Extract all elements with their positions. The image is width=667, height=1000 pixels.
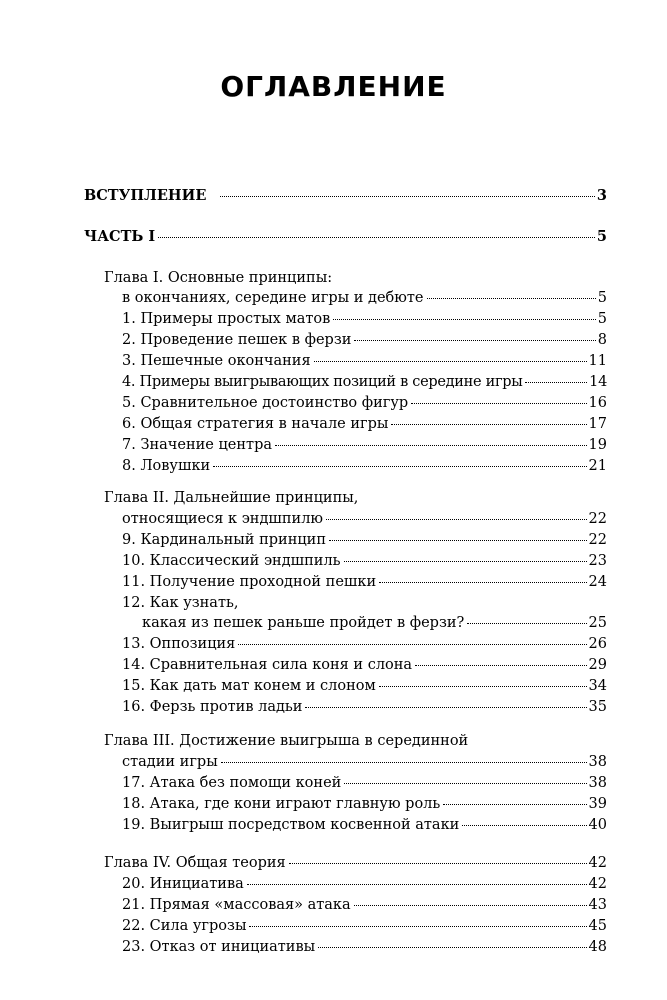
toc-entry-part1[interactable]	[84, 228, 607, 245]
toc-entry[interactable]	[122, 395, 607, 411]
toc-page: 48	[588, 939, 607, 955]
toc-label: 11. Получение проходной пешки	[122, 574, 377, 590]
toc-page: 22	[588, 532, 607, 548]
toc-page: 40	[588, 817, 607, 833]
toc-page: 5	[597, 290, 607, 306]
dot-leader	[525, 382, 587, 383]
toc-label: относящиеся к эндшпилю	[122, 511, 324, 527]
chapter-3-entry[interactable]	[122, 754, 607, 770]
dot-leader	[415, 665, 586, 666]
dot-leader	[443, 804, 586, 805]
dot-leader	[467, 623, 586, 624]
dot-leader	[354, 340, 595, 341]
toc-entry[interactable]	[122, 437, 607, 453]
toc-label: 15. Как дать мат конем и слоном	[122, 678, 376, 694]
dot-leader	[249, 926, 586, 927]
toc-page: 22	[588, 511, 607, 527]
toc-label: 8. Ловушки	[122, 458, 211, 474]
toc-page: 25	[588, 615, 607, 631]
toc-entry[interactable]	[122, 374, 607, 390]
dot-leader	[391, 424, 586, 425]
toc-page: 23	[588, 553, 607, 569]
toc-entry[interactable]	[122, 897, 607, 913]
dot-leader	[314, 361, 587, 362]
toc-entry[interactable]	[122, 657, 607, 673]
dot-leader	[344, 783, 586, 784]
toc-page: 38	[588, 775, 607, 791]
chapter-1-title: Глава I. Основные принципы:	[104, 270, 333, 286]
toc-entry[interactable]	[122, 817, 607, 833]
toc-page: 29	[588, 657, 607, 673]
toc-page: 8	[597, 332, 607, 348]
toc-label: 20. Инициатива	[122, 876, 244, 892]
toc-label: 4. Примеры выигрывающих позиций в середине игры	[122, 374, 523, 390]
dot-leader	[379, 686, 587, 687]
toc-page: 42	[588, 855, 607, 871]
toc-page: 38	[588, 754, 607, 770]
toc-page: 5	[597, 311, 607, 327]
toc-page: 17	[588, 416, 607, 432]
toc-page: 34	[588, 678, 607, 694]
toc-label: 2. Проведение пешек в ферзи	[122, 332, 352, 348]
toc-label: 14. Сравнительная сила коня и слона	[122, 657, 413, 673]
toc-entry[interactable]	[122, 311, 607, 327]
toc-page: 24	[588, 574, 607, 590]
toc-entry[interactable]	[122, 416, 607, 432]
toc-label: 6. Общая стратегия в начале игры	[122, 416, 389, 432]
toc-label: в окончаниях, середине игры и дебюте	[122, 290, 424, 306]
toc-label: ЧАСТЬ I	[84, 228, 156, 245]
toc-label: 21. Прямая «массовая» атака	[122, 897, 351, 913]
toc-entry[interactable]	[122, 775, 607, 791]
dot-leader	[333, 319, 595, 320]
toc-entry[interactable]	[122, 678, 607, 694]
chapter-4-entry[interactable]	[104, 855, 607, 871]
toc-page: 26	[588, 636, 607, 652]
dot-leader	[247, 884, 587, 885]
dot-leader	[354, 905, 587, 906]
chapter-1-entry[interactable]	[122, 290, 607, 306]
toc-label: ВСТУПЛЕНИЕ	[84, 187, 207, 204]
dot-leader	[220, 196, 595, 197]
toc-entry[interactable]	[122, 553, 607, 569]
chapter-2-entry[interactable]	[122, 511, 607, 527]
toc-entry[interactable]	[122, 876, 607, 892]
dot-leader	[427, 298, 596, 299]
dot-leader	[411, 403, 586, 404]
toc-entry[interactable]	[122, 458, 607, 474]
dot-leader	[221, 762, 587, 763]
toc-entry[interactable]	[122, 939, 607, 955]
toc-label: 19. Выигрыш посредством косвенной атаки	[122, 817, 460, 833]
dot-leader	[305, 707, 586, 708]
toc-entry-line: 12. Как узнать,	[122, 595, 239, 611]
chapter-2-title: Глава II. Дальнейшие принципы,	[104, 490, 359, 506]
toc-label: 13. Оппозиция	[122, 636, 236, 652]
dot-leader	[158, 237, 595, 238]
toc-page: 42	[588, 876, 607, 892]
toc-page: 45	[588, 918, 607, 934]
toc-label: какая из пешек раньше пройдет в ферзи?	[142, 615, 465, 631]
toc-page: 35	[588, 699, 607, 715]
toc-page: 3	[596, 187, 607, 204]
chapter-3-title: Глава III. Достижение выигрыша в серединной	[104, 733, 469, 749]
dot-leader	[326, 519, 587, 520]
toc-label: 22. Сила угрозы	[122, 918, 247, 934]
dot-leader	[289, 863, 587, 864]
toc-page: 21	[588, 458, 607, 474]
toc-entry[interactable]	[122, 353, 607, 369]
toc-entry[interactable]	[122, 699, 607, 715]
toc-page: 19	[588, 437, 607, 453]
toc-entry[interactable]	[122, 918, 607, 934]
dot-leader	[275, 445, 587, 446]
toc-label: 9. Кардинальный принцип	[122, 532, 327, 548]
dot-leader	[329, 540, 587, 541]
toc-entry[interactable]	[122, 532, 607, 548]
toc-label: 16. Ферзь против ладьи	[122, 699, 303, 715]
toc-page: 43	[588, 897, 607, 913]
toc-entry-intro[interactable]	[84, 187, 607, 204]
toc-label: 23. Отказ от инициативы	[122, 939, 316, 955]
toc-label: 10. Классический эндшпиль	[122, 553, 341, 569]
toc-label: стадии игры	[122, 754, 218, 770]
toc-label: Глава IV. Общая теория	[104, 855, 286, 871]
dot-leader	[462, 825, 586, 826]
toc-entry[interactable]	[122, 636, 607, 652]
toc-label: 7. Значение центра	[122, 437, 272, 453]
dot-leader	[238, 644, 586, 645]
toc-page: 16	[588, 395, 607, 411]
dot-leader	[318, 947, 586, 948]
toc-label: 17. Атака без помощи коней	[122, 775, 342, 791]
page-title: ОГЛАВЛЕНИЕ	[220, 70, 447, 103]
toc-page: 11	[588, 353, 607, 369]
toc-entry[interactable]	[122, 574, 607, 590]
toc-label: 5. Сравнительное достоинство фигур	[122, 395, 409, 411]
toc-entry[interactable]	[122, 332, 607, 348]
toc-page: 14	[589, 374, 607, 390]
toc-label: 3. Пешечные окончания	[122, 353, 311, 369]
toc-entry[interactable]	[142, 615, 607, 631]
toc-label: 18. Атака, где кони играют главную роль	[122, 796, 441, 812]
dot-leader	[213, 466, 586, 467]
toc-label: 1. Примеры простых матов	[122, 311, 331, 327]
dot-leader	[344, 561, 587, 562]
toc-page: 39	[588, 796, 607, 812]
dot-leader	[379, 582, 586, 583]
toc-page: 5	[596, 228, 607, 245]
toc-entry[interactable]	[122, 796, 607, 812]
